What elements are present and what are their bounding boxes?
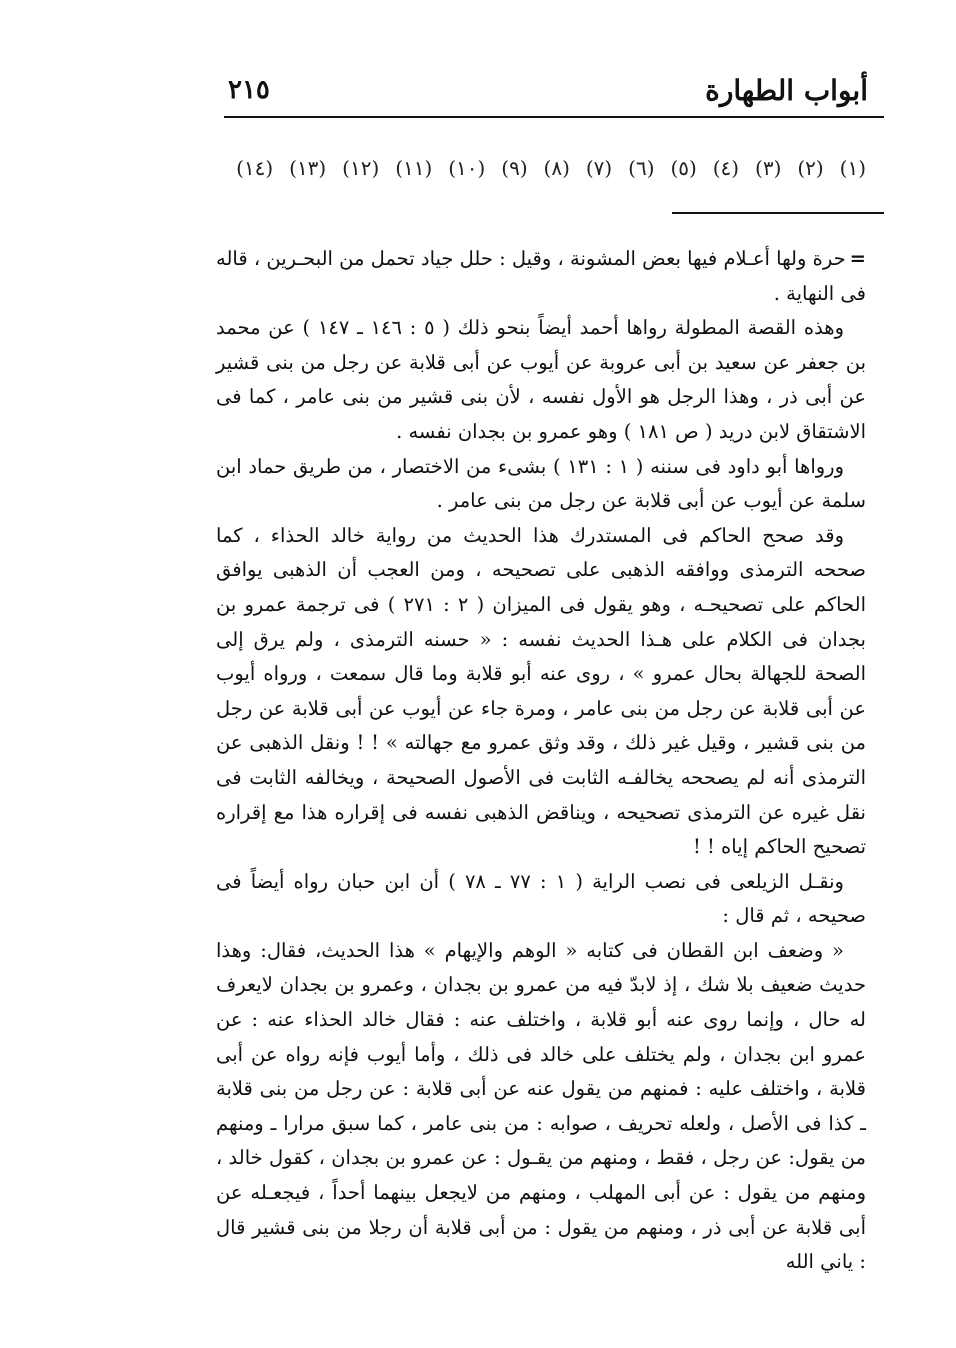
footnote-mark: (٧) xyxy=(585,156,613,180)
paragraph: « وضعف ابن القطان فى كتابه « الوهم والإيهام » هذا الحديث، فقال: وهذا حديث ضعيف بلا شك ، إذ لابدّ فيه من عمرو بن بجدان ، وعمرو بن بجدان لايعرف له حال ، وإنما روى عنه أبو قلابة ، واختلف عنه : فقال خالد الحذاء عنه : عن عمرو ابن بجدان ، ولم يختلف على خالد فى ذلك ، وأما أيوب فإنه رواه عن أبى قلابة ، واختلف عليه : فمنهم من يقول عنه عن أبى قلابة : عن رجل من بنى قلابة ـ كذا فى الأصل ، ولعله تحريف ، صوابه : من بنى عامر ، كما سبق مرارا ـ ومنهم من يقول: عن رجل ، فقط ، ومنهم من يقـول : عن عمرو بن بجدان ، كقول خالد ، ومنهم من يقول : عن أبى المهلب ، ومنهم من لايجعل بينهما أحداً ، فيجعـله عن أبى قلابة عن أبى ذر ، ومنهم من يقول : من أبى قلابة أن رجلا من بنى قشير قال : ياني الله xyxy=(216,938,866,1274)
footnote-separator-rule xyxy=(672,212,884,214)
paragraph: ونقـل الزيلعى فى نصب الراية ( ١ : ٧٧ ـ ٧٨ ) أن ابن حبان رواه أيضاً فى صحيحه ، ثم قال : xyxy=(216,869,866,928)
footnote-mark: (٣) xyxy=(755,156,782,180)
paragraph xyxy=(216,242,866,311)
footnote-mark: (١٤) xyxy=(236,156,274,180)
footnote-marks-row xyxy=(236,148,866,188)
paragraph: ورواها أبو داود فى سننه ( ١ : ١٣١ ) بشىء من الاختصار ، من طريق حماد ابن سلمة عن أيوب عن أبى قلابة عن رجل من بنى عامر . xyxy=(216,454,866,513)
footnote-mark: (٤) xyxy=(712,156,740,180)
footnote-body xyxy=(216,242,866,1280)
footnote-mark: (١) xyxy=(839,156,866,180)
footnote-mark: (٥) xyxy=(670,156,697,180)
footnote-mark: (٨) xyxy=(543,156,570,180)
running-header xyxy=(228,70,868,110)
footnote-mark: (١١) xyxy=(395,156,433,180)
page-number: ٢١٥ xyxy=(228,75,270,105)
paragraph-text: حرة ولها أعـلام فيها بعض المشونة ، وقيل : حلل جياد تحمل من البحـرين ، قاله فى النهاية . xyxy=(216,247,866,305)
footnote-mark: (١٣) xyxy=(289,156,327,180)
footnote-mark: (١٠) xyxy=(448,156,486,180)
paragraph: وهذه القصة المطولة رواها أحمد أيضاً بنحو ذلك ( ٥ : ١٤٦ ـ ١٤٧ ) عن محمد بن جعفر عن سعيد بن أبى عروبة عن أيوب عن أبى قلابة عن رجل من بنى قشير عن أبى ذر ، وهذا الرجل هو الأول نفسه ، لأن بنى قشير من بنى عامر ، كما فى الاشتقاق لابن دريد ( ص ١٨١ ) وهو عمرو بن بجدان نفسه . xyxy=(216,316,866,443)
footnote-mark: (٢) xyxy=(797,156,824,180)
paragraph: وقد صحح الحاكم فى المستدرك هذا الحديث من رواية خالد الحذاء ، كما صححه الترمذى ووافقه الذهبى على تصحيحه ، ومن العجب أن الذهبى يوافق الحاكم على تصحيحـه ، وهو يقول فى الميزان ( ٢ : ٢٧١ ) فى ترجمة عمرو بن بجدان فى الكلام على هـذا الحديث نفسه : « حسنه الترمذى ، ولم يرق إلى الصحة للجهالة بحال عمرو » ، روى عنه أبو قلابة وما قال سمعت ، ورواه أيوب عن أبى قلابة عن رجل من بنى عامر ، ومرة جاء عن أيوب عن أبى قلابة عن رجل من بنى قشير ، وقيل غير ذلك ، وقد وثق عمرو مع جهالته » ! ! ونقل الذهبى عن الترمذى أنه لم يصححه يخالفـه الثابت فى الأصول الصحيحة ، ويخالفه الثابت فى نقل غيره عن الترمذى تصحيحه ، ويناقض الذهبى نفسه فى إقراره هذا مع إقراره تصحيح الحاكم إياه ! ! xyxy=(216,523,867,859)
header-rule xyxy=(224,116,884,118)
continuation-mark: = xyxy=(849,247,866,270)
footnote-mark: (١٢) xyxy=(342,156,380,180)
footnote-mark: (٦) xyxy=(628,156,655,180)
footnote-mark: (٩) xyxy=(501,156,528,180)
chapter-title: أبواب الطهارة xyxy=(705,73,868,107)
